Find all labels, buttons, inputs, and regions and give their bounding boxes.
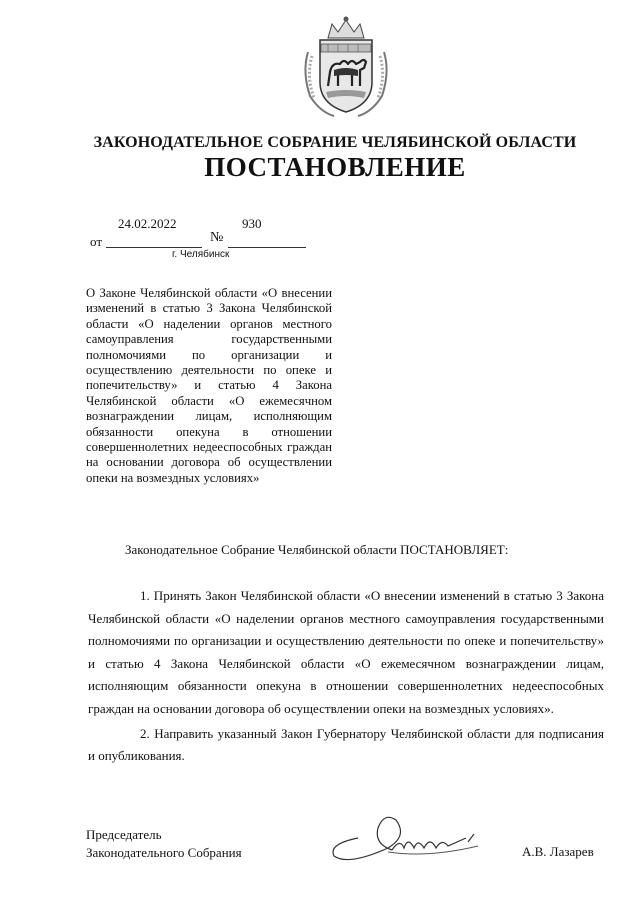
document-subject: О Законе Челябинской области «О внесении изменений в статью 3 Закона Челябинской области «О наделении органов местного самоуправления государственными полномочиями по организации и осуществлению деятельности по опеке и попечительству» и статью 4 Закона Челябинской области «О ежемесячном вознаграждении лицам, исполняющим обязанности опекуна в отношении совершеннолетних недееспособных граждан на основании договора об осуществлении опеки на возмездных условиях» [86, 286, 332, 485]
organization-name: ЗАКОНОДАТЕЛЬНОЕ СОБРАНИЕ ЧЕЛЯБИНСКОЙ ОБЛАСТИ [93, 134, 577, 151]
date-underline [106, 247, 202, 248]
handwritten-signature [318, 808, 500, 866]
signatory-position-line: Председатель [86, 827, 162, 842]
number-label: № [210, 230, 224, 245]
document-date: 24.02.2022 [118, 216, 177, 231]
city-label: г. Челябинск [172, 249, 230, 260]
chelyabinsk-coat-of-arms-icon [298, 12, 394, 124]
from-label: от [90, 234, 103, 249]
resolution-item: 1. Принять Закон Челябинской области «О внесении изменений в статью 3 Закона Челябинской области «О наделении органов местного самоуправления государственными полномочиями по организации и осуществлению деятельности по опеке и попечительству» и статью 4 Закона Челябинской области «О ежемесячном вознаграждении лицам, исполняющим обязанности опекуна в отношении совершеннолетних недееспособных граждан на основании договора об осуществлении опеки на возмездных условиях». [88, 588, 604, 716]
number-underline [228, 247, 306, 248]
resolution-item: 2. Направить указанный Закон Губернатору Челябинской области для подписания и опубликования. [88, 725, 604, 764]
document-type-title: ПОСТАНОВЛЕНИЕ [204, 152, 466, 182]
resolution-preamble: Законодательное Собрание Челябинской области ПОСТАНОВЛЯЕТ: [125, 542, 509, 557]
signatory-position [86, 826, 242, 861]
resolution-items [88, 585, 604, 768]
signatory-name: А.В. Лазарев [522, 844, 594, 859]
signatory-position-line: Законодательного Собрания [86, 844, 242, 860]
document-number: 930 [242, 216, 262, 231]
